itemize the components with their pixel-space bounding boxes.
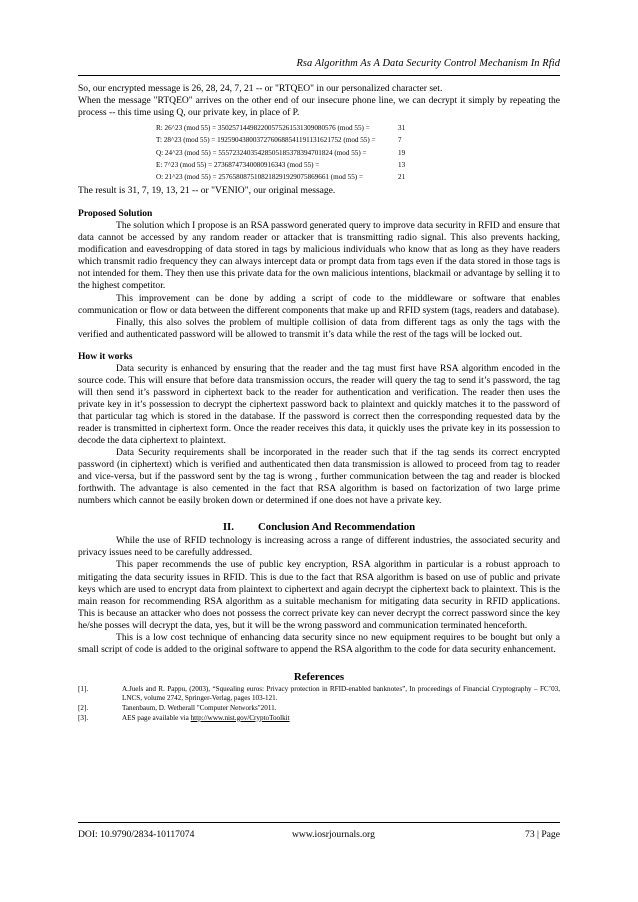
paragraph: Data security is enhanced by ensuring that the reader and the tag must first have RSA algorithm encoded in the source code. This will ensure that before data transmission occurs, the reader will query the tag to send it’s password, the tag will then send it’s password in ciphertext back to the reader for authentication and verification. The reader then uses the private key in it’s possession to decrypt the ciphertext password back to plaintext and quickly matches it to the password of that particular tag which is stored in the database. If the password is correct then the corresponding requested data by the reader is transmitted in ciphertext form. Once the reader receives this data, it quickly uses the private key in its possession to decode the data ciphertext to plaintext.: [78, 362, 560, 447]
paragraph: This paper recommends the use of public key encryption, RSA algorithm in particular is a robust approach to mitigating the data security issues in RFID. This is due to the fact that RSA algorithm is based on use of public and private keys which are used to encrypt data from plaintext to ciphertext and again decrypt the ciphertext back to plaintext. This is the main reason for recommending RSA algorithm as a suitable mechanism for mitigating data security in RFID applications. This is because an attacker who does not possess the correct private key can never decrypt the correct password since the key he/she posses will decrypt the data, yes, but it will be the wrong password and communication terminated henceforth.: [78, 559, 560, 631]
decryption-expression: E: 7^23 (mod 55) = 27368747340080916343 (mod 55) =: [156, 160, 320, 169]
intro-line-1: So, our encrypted message is 26, 28, 24, 7, 21 -- or "RTQEO" in our personalized character set.: [78, 83, 443, 94]
decryption-row: [156, 134, 560, 146]
references-heading: References: [293, 670, 345, 683]
decryption-result: 13: [398, 160, 406, 169]
section-heading-conclusion: [78, 521, 560, 533]
reference-prefix: AES page available via: [122, 713, 191, 722]
decryption-row: [156, 122, 560, 134]
section-title: Conclusion And Recommendation: [257, 521, 416, 534]
running-header: Rsa Algorithm As A Data Security Control Mechanism In Rfid: [296, 58, 560, 69]
decryption-table: [156, 122, 560, 183]
decryption-expression: O: 21^23 (mod 55) = 2576580875108218291929075869661 (mod 55) =: [156, 172, 363, 181]
paragraph: Data Security requirements shall be incorporated in the reader such that if the tag sends its correct encrypted password (in ciphertext) which is verified and authenticated then data transmission is allowed to proceed from tag to reader and vice-versa, but if the password sent by the tag is wrong , further communication between the tag and reader is blocked forthwith. The advantage is also cemented in the fact that RSA algorithm is based on factorization of two large prime numbers which cannot be easily broken down or determined if one does not have a private key.: [78, 447, 560, 507]
paragraph: Finally, this also solves the problem of multiple collision of data from different tags as only the tags with the verified and authenticated password will be allowed to transmit it’s data while the rest of the tags will be locked out.: [78, 316, 560, 340]
footer-page-number: 73 | Page: [525, 829, 560, 840]
footer-website: www.iosrjournals.org: [292, 829, 375, 840]
reference-list: [78, 685, 560, 723]
section-number: II.: [222, 521, 234, 534]
reference-number: [3].: [78, 713, 89, 722]
reference-number: [1].: [78, 684, 89, 693]
paragraph: While the use of RFID technology is increasing across a range of different industries, the associated security and privacy issues need to be carefully addressed.: [78, 535, 560, 559]
footer-rule: [78, 822, 560, 823]
decryption-expression: R: 26^23 (mod 55) = 350257144982200575261531309080576 (mod 55) =: [156, 124, 370, 133]
reference-item: [78, 704, 560, 714]
decryption-result: 21: [398, 172, 406, 181]
paragraph: The solution which I propose is an RSA password generated query to improve data security in RFID and ensure that data cannot be accessed by any random reader or attacker that is transmitting radio signal. This also prevents hacking, modification and eavesdropping of data stored in tags by malicious individuals who know that as long as they have readers which transmit radio frequency they can always intercept data or prompt data from tags even if the data stored in those tags is not intended for them. They then use this private data for the own malicious intentions, blackmail or advantage by selling it to the highest competitor.: [78, 220, 560, 292]
reference-link[interactable]: http://www.nist.gov/CryptoToolkit: [190, 713, 290, 722]
paragraph: This is a low cost technique of enhancing data security since no new equipment requires to be bought but only a small script of code is added to the original software to append the RSA algorithm to the code for data security enhancement.: [78, 631, 560, 655]
paragraph: This improvement can be done by adding a script of code to the middleware or software that enables communication or flow or data between the different components that make up and RFID system (tags, readers and database).: [78, 292, 560, 316]
reference-text: Tanenbaum, D. Wetherall "Computer Networks"2011.: [122, 704, 277, 713]
reference-item: [78, 685, 560, 704]
footer-doi: DOI: 10.9790/2834-10117074: [78, 829, 195, 840]
decryption-row: [156, 147, 560, 159]
section-heading-how-it-works: How it works: [78, 350, 133, 362]
reference-text: [122, 714, 560, 724]
section-heading-proposed-solution: Proposed Solution: [78, 208, 153, 220]
decryption-row: [156, 171, 560, 183]
result-line: The result is 31, 7, 19, 13, 21 -- or "VENIO", our original message.: [78, 185, 336, 197]
intro-line-2: When the message "RTQEO" arrives on the other end of our insecure phone line, we can decrypt it simply by repeating the process -- this time using Q, our private key, in place of P.: [78, 95, 560, 119]
header-rule: [78, 75, 560, 76]
paper-page: [78, 0, 560, 902]
page-body: [78, 83, 560, 723]
decryption-result: 19: [398, 148, 406, 157]
decryption-result: 7: [398, 136, 402, 145]
decryption-result: 31: [398, 124, 406, 133]
decryption-expression: T: 28^23 (mod 55) = 19259043800372760688541191131621752 (mod 55) =: [156, 136, 376, 145]
decryption-row: [156, 159, 560, 171]
reference-number: [2].: [78, 704, 89, 713]
reference-text: A.Juels and R. Pappu, (2003), “Squealing euros: Privacy protection in RFID-enabled banknotes”, In proceedings of Financial Cryptography – FC’03, LNCS, volume 2742, Springer-Verlag, pages 103-121.: [122, 684, 560, 703]
decryption-expression: Q: 24^23 (mod 55) = 55572324035428505185378394701824 (mod 55) =: [156, 148, 367, 157]
reference-item: [78, 714, 560, 724]
